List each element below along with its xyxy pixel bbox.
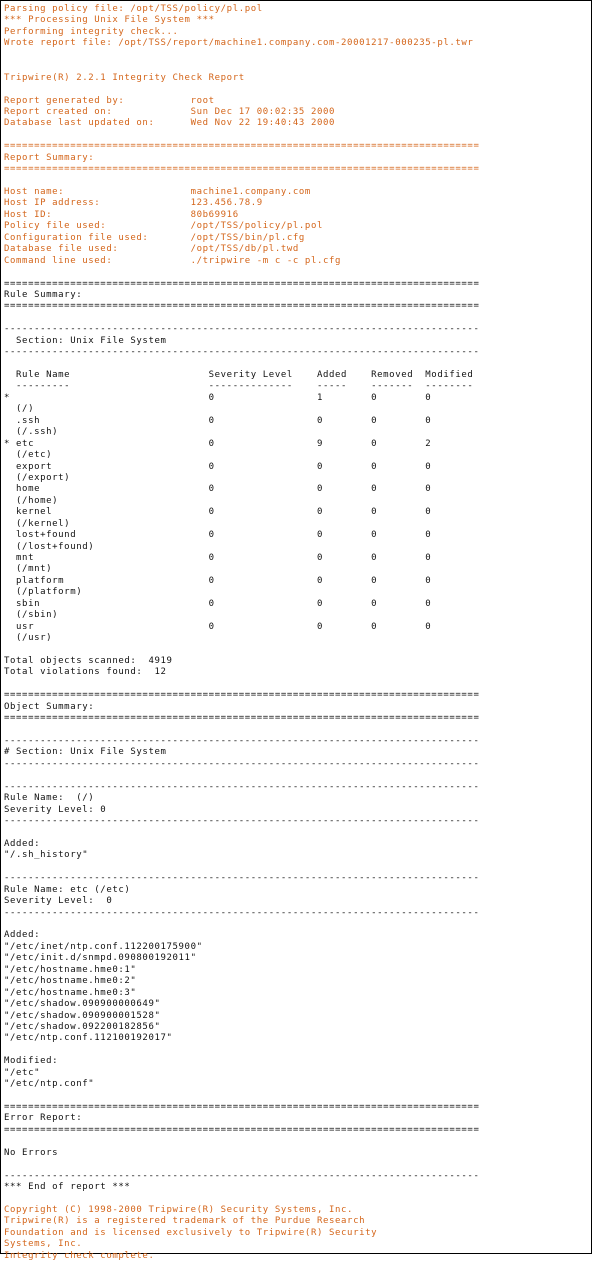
report-line: Report created on: Sun Dec 17 00:02:35 2000 xyxy=(4,106,336,117)
report-line: Added: xyxy=(4,838,41,849)
report-line: kernel 0 0 0 0 xyxy=(4,507,432,518)
report-line: Wrote report file: /opt/TSS/report/machine1.company.com-20001217-000235-pl.twr xyxy=(4,38,474,49)
report-line xyxy=(4,267,588,278)
report-line: .ssh 0 0 0 0 xyxy=(4,415,432,426)
report-line: "/.sh_history" xyxy=(4,850,89,861)
report-line: (/mnt) xyxy=(4,564,53,575)
report-line xyxy=(4,50,588,61)
report-line: Modified: xyxy=(4,1056,59,1067)
report-line: ------------------------------------------------------------------------------- xyxy=(4,736,480,746)
report-line: home 0 0 0 0 xyxy=(4,484,432,495)
report-line xyxy=(4,84,588,95)
report-line xyxy=(4,679,588,690)
report-line: Total objects scanned: 4919 xyxy=(4,655,173,666)
report-line: Report generated by: root xyxy=(4,95,215,106)
report-line: (/) xyxy=(4,404,35,415)
report-line: Database last updated on: Wed Nov 22 19:40:43 2000 xyxy=(4,118,336,129)
report-line: Report Summary: xyxy=(4,152,95,163)
report-line: usr 0 0 0 0 xyxy=(4,621,432,632)
report-line: "/etc/inet/ntp.conf.112200175900" xyxy=(4,941,203,952)
report-line: (/.ssh) xyxy=(4,427,59,438)
report-line: "/etc/shadow.090900001528" xyxy=(4,1010,161,1021)
report-line: "/etc/ntp.conf.112100192017" xyxy=(4,1033,173,1044)
report-line: ------------------------------------------------------------------------------- xyxy=(4,907,480,918)
report-line: mnt 0 0 0 0 xyxy=(4,553,432,563)
report-line: Host IP address: 123.456.78.9 xyxy=(4,198,263,209)
report-line: Severity Level: 0 xyxy=(4,896,113,907)
report-line: ------------------------------------------------------------------------------- xyxy=(4,781,480,792)
report-line xyxy=(4,359,588,370)
report-line: Error Report: xyxy=(4,1113,83,1124)
report-line xyxy=(4,862,588,873)
report-line: "/etc" xyxy=(4,1067,41,1078)
report-line: ------------------------------------------------------------------------------- xyxy=(4,347,480,358)
report-line: (/platform) xyxy=(4,587,83,598)
report-line: Section: Unix File System xyxy=(4,335,167,346)
report-line: =============================================================================== xyxy=(4,278,480,289)
report-line: No Errors xyxy=(4,1147,59,1158)
report-line: (/usr) xyxy=(4,633,53,644)
report-line: Performing integrity check... xyxy=(4,26,179,37)
report-line: Host ID: 80b69916 xyxy=(4,209,239,220)
report-line: * etc 0 9 0 2 xyxy=(4,438,432,449)
report-line: Severity Level: 0 xyxy=(4,804,107,815)
report-line: =============================================================================== xyxy=(4,1102,480,1112)
report-line: ------------------------------------------------------------------------------- xyxy=(4,758,480,769)
report-line: # Section: Unix File System xyxy=(4,747,167,758)
report-line: Rule Summary: xyxy=(4,289,83,300)
report-line: Added: xyxy=(4,930,41,941)
report-line xyxy=(4,828,588,839)
report-line: *** Processing Unix File System *** xyxy=(4,15,215,26)
report-line xyxy=(4,1159,588,1170)
report-line: Copyright (C) 1998-2000 Tripwire(R) Security Systems, Inc. xyxy=(4,1204,354,1215)
report-line: Command line used: ./tripwire -m c -c pl.cfg xyxy=(4,255,342,266)
report-line: "/etc/hostname.hme0:3" xyxy=(4,987,137,998)
report-line: =============================================================================== xyxy=(4,713,480,724)
report-line: =============================================================================== xyxy=(4,1124,480,1135)
report-line: Rule Name: (/) xyxy=(4,793,95,804)
report-line: Integrity check complete. xyxy=(4,1250,155,1261)
report-line xyxy=(4,1194,588,1205)
report-line: Tripwire(R) 2.2.1 Integrity Check Report xyxy=(4,72,245,83)
report-line: =============================================================================== xyxy=(4,164,480,175)
report-line: "/etc/init.d/snmpd.090800192011" xyxy=(4,953,197,964)
report-line: Policy file used: /opt/TSS/policy/pl.pol xyxy=(4,221,323,232)
report-line: Parsing policy file: /opt/TSS/policy/pl.pol xyxy=(4,4,263,14)
report-line xyxy=(4,725,588,736)
report-line: "/etc/hostname.hme0:1" xyxy=(4,964,137,975)
report-line xyxy=(4,61,588,72)
report-line: "/etc/hostname.hme0:2" xyxy=(4,976,137,987)
report-line xyxy=(4,770,588,781)
report-line: "/etc/shadow.090900000649" xyxy=(4,999,161,1010)
report-line: Host name: machine1.company.com xyxy=(4,187,311,197)
report-line: platform 0 0 0 0 xyxy=(4,575,432,586)
report-line: Database file used: /opt/TSS/db/pl.twd xyxy=(4,244,299,255)
report-line xyxy=(4,1136,588,1147)
report-line: =============================================================================== xyxy=(4,301,480,312)
report-line: Tripwire(R) is a registered trademark of the Purdue Research xyxy=(4,1216,366,1227)
report-line: ------------------------------------------------------------------------------- xyxy=(4,873,480,884)
report-line: Rule Name: etc (/etc) xyxy=(4,884,131,895)
report-line: * 0 1 0 0 xyxy=(4,392,432,403)
report-line: (/etc) xyxy=(4,450,53,461)
report-line: "/etc/shadow.092200182856" xyxy=(4,1021,161,1032)
report-line: Configuration file used: /opt/TSS/bin/pl.cfg xyxy=(4,232,305,243)
report-line: (/home) xyxy=(4,495,59,506)
report-line: *** End of report *** xyxy=(4,1182,131,1193)
report-line: (/kernel) xyxy=(4,518,71,529)
report-line: =============================================================================== xyxy=(4,690,480,701)
report-line xyxy=(4,919,588,930)
report-line: Total violations found: 12 xyxy=(4,667,167,678)
report-line: sbin 0 0 0 0 xyxy=(4,598,432,609)
report-line xyxy=(4,645,588,656)
report-line: (/export) xyxy=(4,472,71,483)
report-line: ------------------------------------------------------------------------------- xyxy=(4,324,480,335)
report-line: Foundation and is licensed exclusively to Tripwire(R) Security xyxy=(4,1227,378,1238)
report-line: (/sbin) xyxy=(4,610,59,621)
report-line: =============================================================================== xyxy=(4,141,480,152)
report-line xyxy=(4,176,588,187)
report-line xyxy=(4,1091,588,1102)
report-line: Systems, Inc. xyxy=(4,1239,83,1250)
report-line: Object Summary: xyxy=(4,701,95,712)
report-line xyxy=(4,1045,588,1056)
report-line: Rule Name Severity Level Added Removed Modified xyxy=(4,370,474,380)
report-line: export 0 0 0 0 xyxy=(4,461,432,472)
report-line: lost+found 0 0 0 0 xyxy=(4,530,432,541)
report-line: "/etc/ntp.conf" xyxy=(4,1079,95,1090)
report-line xyxy=(4,313,588,324)
report-line: ------------------------------------------------------------------------------- xyxy=(4,1170,480,1181)
report-line: ------------------------------------------------------------------------------- xyxy=(4,816,480,827)
report-line xyxy=(4,130,588,141)
report-line: --------- -------------- ----- ------- -------- xyxy=(4,381,474,392)
report-line: (/lost+found) xyxy=(4,541,95,552)
